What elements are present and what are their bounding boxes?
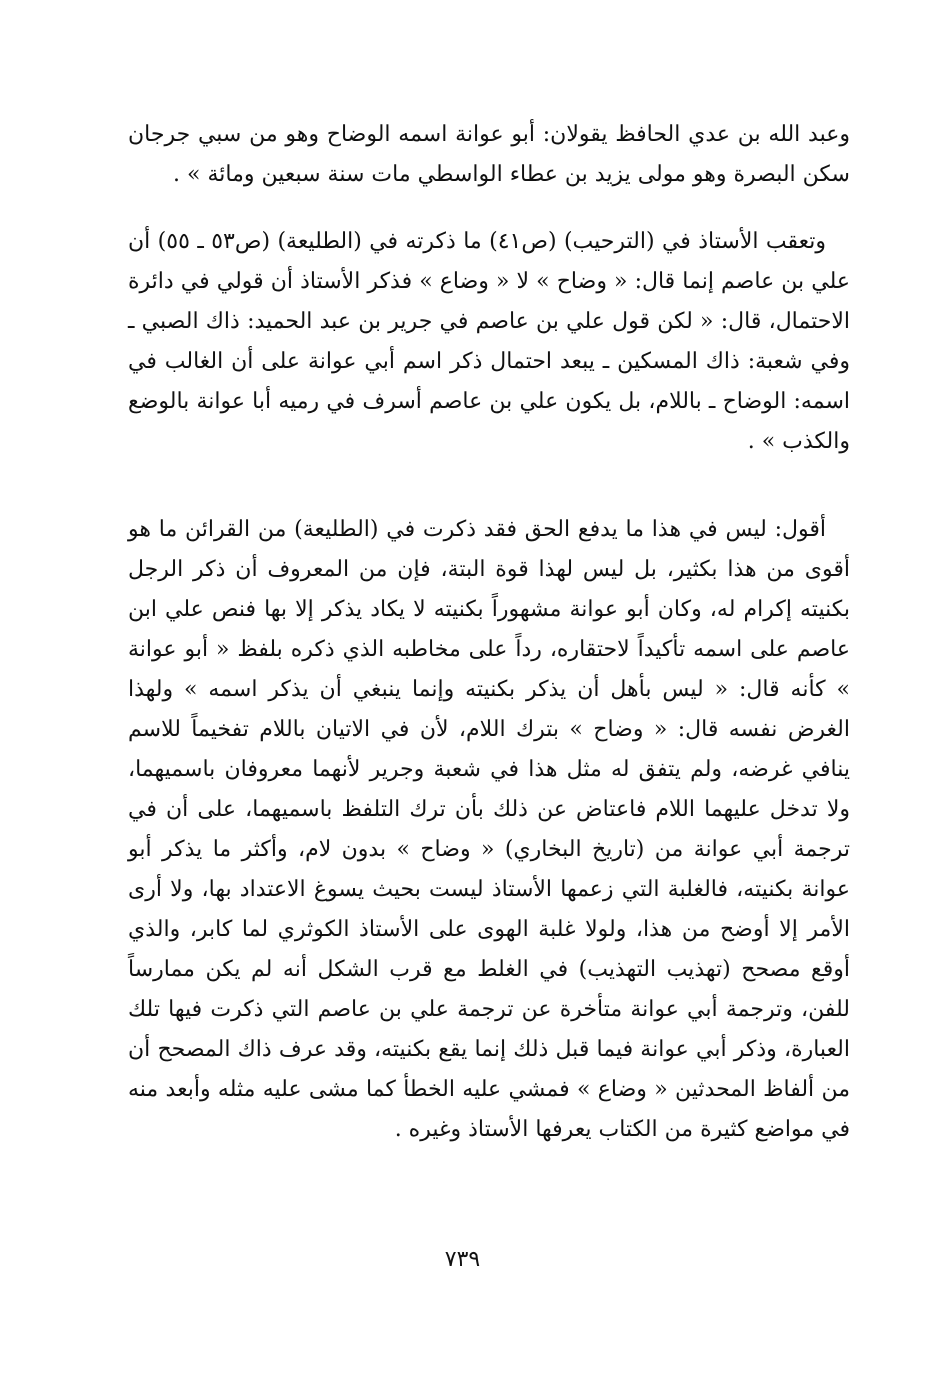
paragraph-3-text: أقول: ليس في هذا ما يدفع الحق فقد ذكرت في (الطليعة) من القرائن ما هو أقوى من هذا بكثير، بل ليس لهذا قوة البتة، فإن من المعروف أن ذكر الرجل بكنيته إكرام له، وكان أبو عوانة مشهوراً بكنيته لا يكاد يذكر إلا بها فنص علي ابن عاصم على اسمه تأكيداً لاحتقاره، رداً على مخاطبه الذي ذكره بلفظ « أبو عوانة » كأنه قال: « ليس بأهل أن يذكر بكنيته وإنما ينبغي أن يذكر اسمه » ولهذا الغرض نفسه قال: « وضاح » بترك اللام، لأن في الاتيان باللام تفخيماً للاسم ينافي غرضه، ولم يتفق له مثل هذا في شعبة وجرير لأنهما معروفان باسميهما، ولا تدخل عليهما اللام فاعتاض عن ذلك بأن ترك التلفظ باسميهما، على أن في ترجمة أبي عوانة من (تاريخ البخاري) « وضاح » بدون لام، وأكثر ما يذكر أبو عوانة بكنيته، فالغلبة التي زعمها الأستاذ ليست بحيث يسوغ الاعتداد بها، ولا أرى الأمر إلا أوضح من هذا، ولولا غلبة الهوى على الأستاذ الكوثري لما كابر، والذي أوقع مصحح (تهذيب التهذيب) في الغلط مع قرب الشكل أنه لم يكن ممارساً للفن، وترجمة أبي عوانة متأخرة عن ترجمة علي بن عاصم التي ذكرت فيها تلك العبارة، وذكر أبي عوانة فيما قبل ذلك إنما يقع بكنيته، وقد عرف ذاك المصحح أن من ألفاظ المحدثين « وضاع » فمشي عليه الخطأ كما مشى عليه مثله وأبعد منه في مواضع كثيرة من الكتاب يعرفها الأستاذ وغيره . (128, 517, 850, 1142)
page-number: ٧٣٩ (444, 1247, 481, 1272)
paragraph-1-text: وعبد الله بن عدي الحافظ يقولان: أبو عوانة اسمه الوضاح وهو من سبي جرجان سكن البصرة وهو مولى يزيد بن عطاء الواسطي مات سنة سبعين ومائة » . (128, 122, 850, 187)
paragraph-2-text: وتعقب الأستاذ في (الترحيب) (ص٤١) ما ذكرته في (الطليعة) (ص٥٣ ـ ٥٥) أن علي بن عاصم إنما قال: « وضاح » لا « وضاع » فذكر الأستاذ أن قولي في دائرة الاحتمال، قال: « لكن قول علي بن عاصم في جرير بن عبد الحميد: ذاك الصبي ـ وفي شعبة: ذاك المسكين ـ يبعد احتمال ذكر اسم أبي عوانة على أن الغالب في اسمه: الوضاح ـ باللام، بل يكون علي بن عاصم أسرف في رميه أبا عوانة بالوضع والكذب » . (128, 229, 850, 454)
paragraph-author-response (128, 510, 850, 1150)
paragraph-rebuttal-quote (128, 222, 850, 462)
paragraph-continuation (128, 115, 850, 195)
